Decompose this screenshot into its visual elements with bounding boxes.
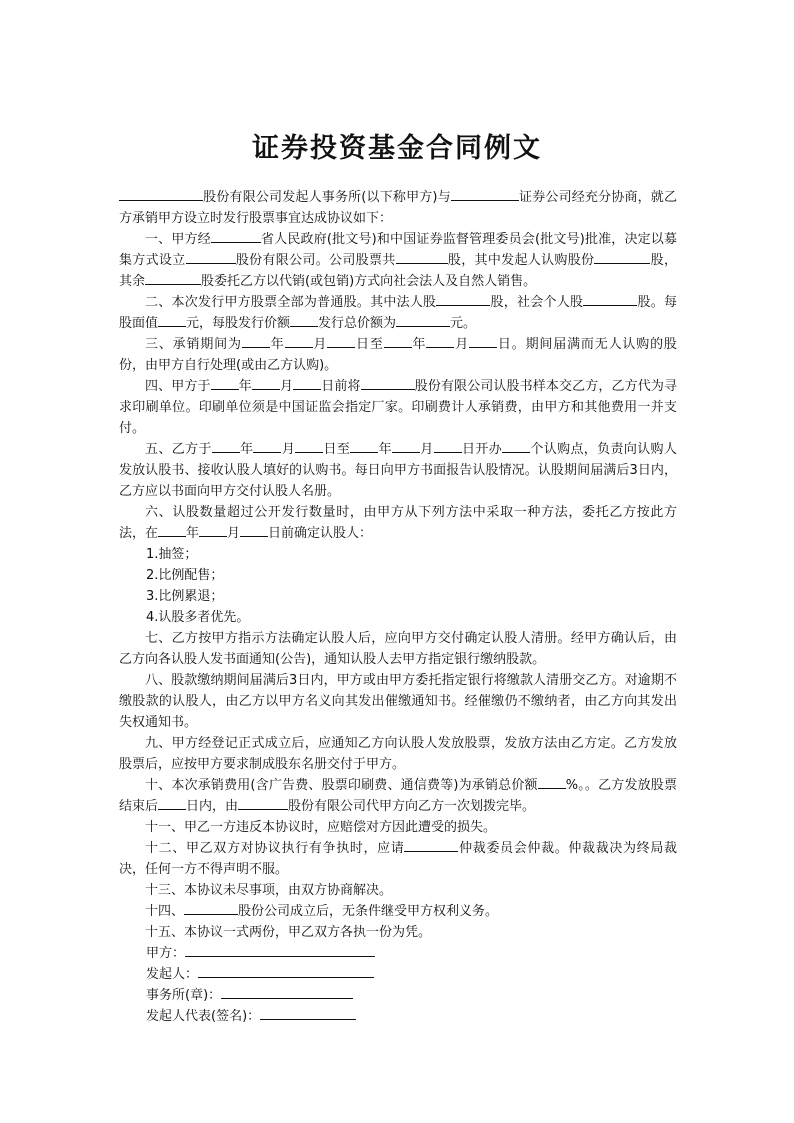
method-item: 2.比例配售； [146, 568, 224, 583]
clause-11: 十一、甲乙一方违反本协议时，应赔偿对方因此遭受的损失。 [145, 820, 497, 835]
clause-13: 十三、本协议未尽事项，由双方协商解决。 [145, 883, 393, 898]
clause-4: 四、甲方于 年 月 日前将 股份有限公司认股书样本交乙方，乙方代为寻求印刷单位。印刷单位须是中国证监会指定厂家。印刷费计人承销费，由甲方和其他费用一并支付。 [119, 376, 677, 439]
method-item: 3.比例累退； [146, 589, 224, 604]
signature-line-promoter: 发起人： [119, 964, 677, 985]
contract-body [119, 187, 677, 1027]
method-item: 4.认股多者优先。 [146, 610, 250, 625]
clause-14: 十四、 股份公司成立后，无条件继受甲方权利义务。 [119, 901, 677, 922]
clause-7: 七、乙方按甲方指示方法确定认股人后，应向甲方交付确定认股人清册。经甲方确认后，由乙方向各认股人发书面通知(公告)，通知认股人去甲方指定银行缴纳股款。 [119, 631, 677, 667]
clause-5: 五、乙方于 年 月 日至 年 月 日开办 个认购点，负责向认购人发放认股书、接收认股人填好的认购书。每日向甲方书面报告认股情况。认股期间届满后3日内，乙方应以书面向甲方交付认股人名册。 [119, 439, 677, 502]
clause-15: 十五、本协议一式两份，甲乙双方各执一份为凭。 [145, 925, 432, 940]
document-title: 证券投资基金合同例文 [252, 133, 542, 164]
clause-9: 九、甲方经登记正式成立后，应通知乙方向认股人发放股票，发放方法由乙方定。乙方发放股票后，应按甲方要求制成股东名册交付于甲方。 [119, 736, 677, 772]
clause-10: 十、本次承销费用(含广告费、股票印刷费、通信费等)为承销总价额 %。。乙方发放股票结束后 日内，由 股份有限公司代甲方向乙方一次划拨完毕。 [119, 775, 677, 817]
blank [119, 187, 203, 201]
method-item: 1.抽签； [146, 547, 198, 562]
signature-line-representative: 发起人代表(签名)： [119, 1006, 677, 1027]
signature-line-party-a: 甲方： [119, 943, 677, 964]
clause-8: 八、股款缴纳期间届满后3日内，甲方或由甲方委托指定银行将缴款人清册交乙方。对逾期不缴股款的认股人，由乙方以甲方名义向其发出催缴通知书。经催缴仍不缴纳者，由乙方向其发出失权通知书。 [119, 673, 677, 730]
clause-1: 一、甲方经 省人民政府(批文号)和中国证券监督管理委员会(批文号)批准，决定以募集方式设立 股份有限公司。公司股票共 股，其中发起人认购股份 股，其余 股委托乙方以代销(或包销)方式向社会法人及自然人销售。 [119, 229, 677, 292]
clause-2: 二、本次发行甲方股票全部为普通股。其中法人股 股，社会个人股 股。每股面值 元，每股发行价额 发行总价额为 元。 [119, 292, 677, 334]
intro-paragraph: 股份有限公司发起人事务所(以下称甲方)与 证券公司经充分协商，就乙方承销甲方设立时发行股票事宜达成协议如下： [119, 187, 677, 229]
blank [451, 187, 519, 201]
clause-3: 三、承销期间为 年 月 日至 年 月 日。期间届满而无人认购的股份，由甲方自行处理(或由乙方认购)。 [119, 334, 677, 376]
clause-6: 六、认股数量超过公开发行数量时，由甲方从下列方法中采取一种方法，委托乙方按此方法，在 年 月 日前确定认股人： [119, 505, 677, 541]
clause-12: 十二、甲乙双方对协议执行有争执时，应请 仲裁委员会仲裁。仲裁裁决为终局裁决，任何一方不得声明不服。 [119, 838, 677, 880]
signature-line-office-seal: 事务所(章)： [119, 985, 677, 1006]
